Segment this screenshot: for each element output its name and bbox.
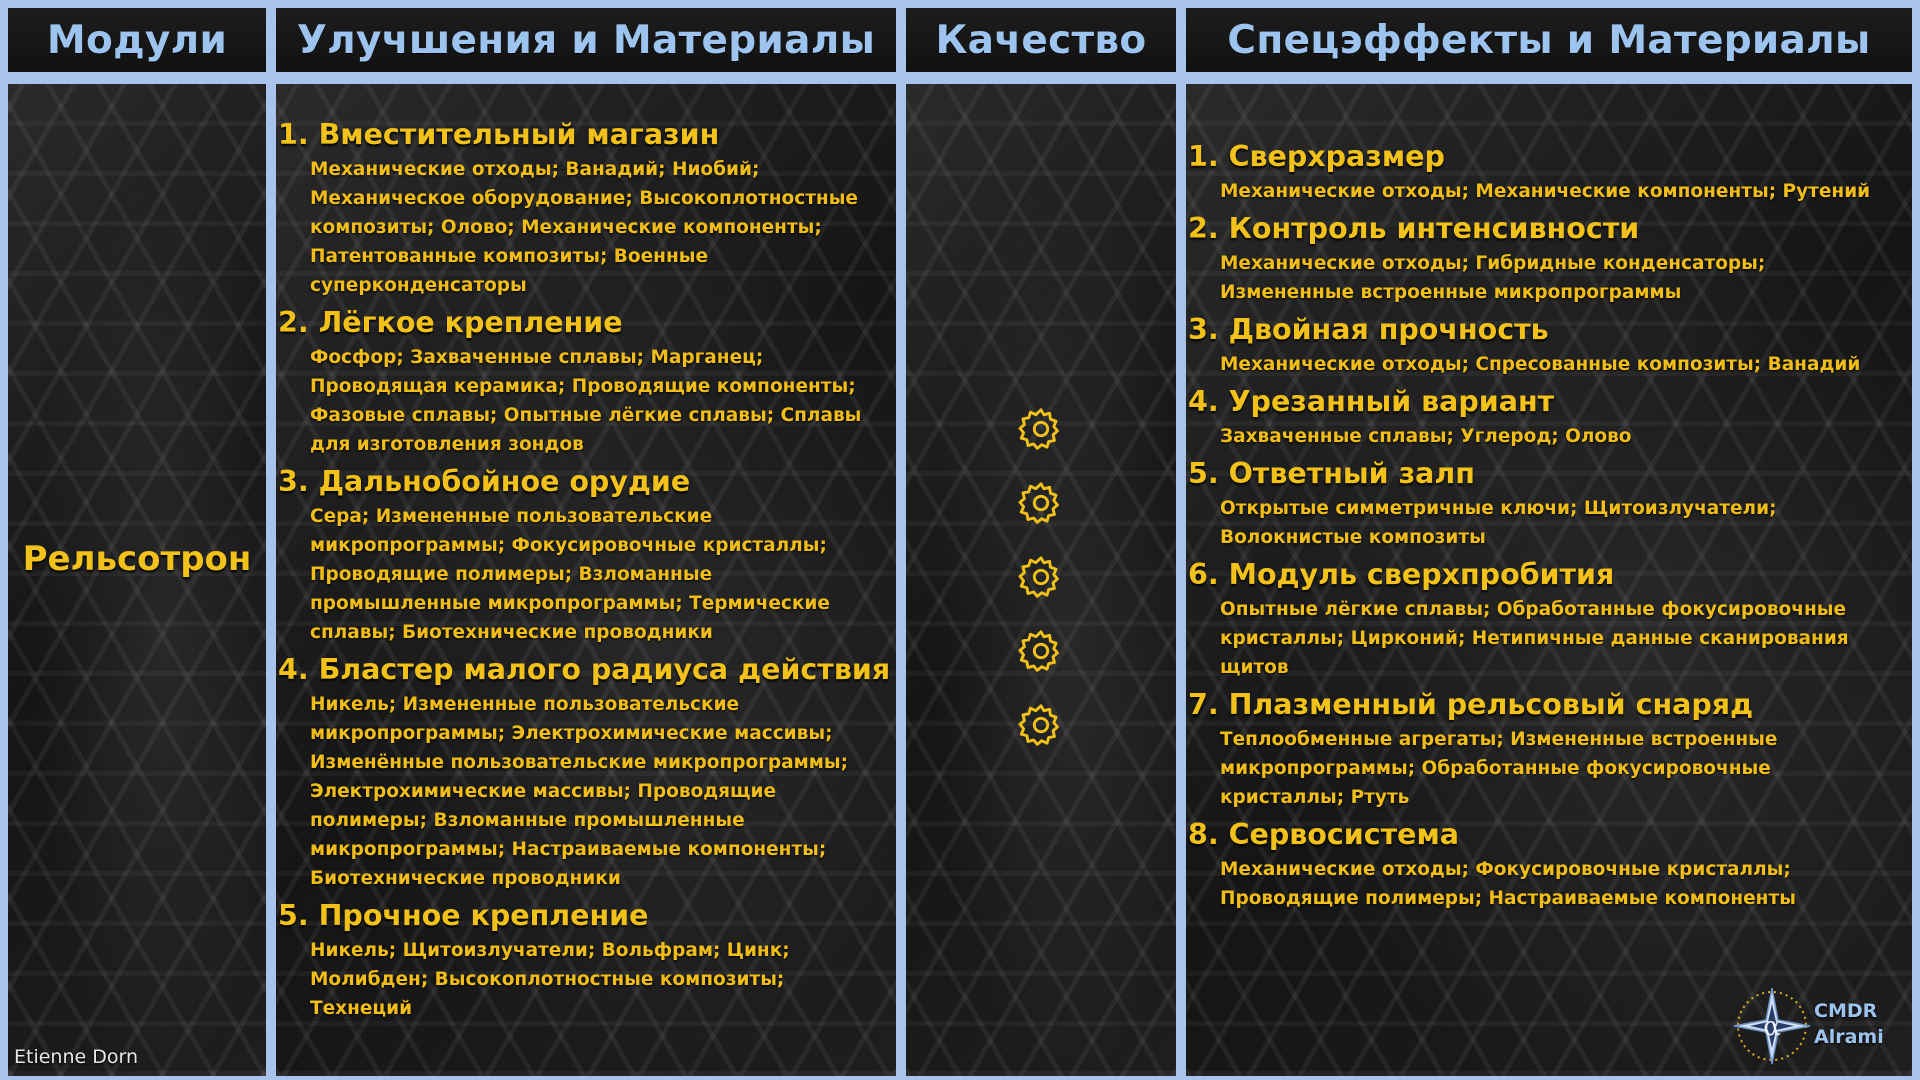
alpha-symbol: α <box>1763 1012 1781 1042</box>
author-credit: Etienne Dorn <box>14 1046 139 1068</box>
effect-item <box>1186 140 1912 206</box>
effects-column <box>1186 84 1912 1076</box>
effect-item <box>1186 457 1912 552</box>
effect-title: 7. Плазменный рельсовый снаряд <box>1188 688 1754 721</box>
cmdr-logo <box>1732 986 1902 1066</box>
effect-item <box>1186 313 1912 379</box>
upgrade-title: 1. Вместительный магазин <box>278 118 720 151</box>
effect-title: 5. Ответный залп <box>1188 457 1475 490</box>
upgrade-materials: Сера; Измененные пользовательские микропрограммы; Фокусировочные кристаллы; Проводящие полимеры; Взломанные промышленные микропрограммы; Термические сплавы; Биотехнические проводники <box>310 506 830 643</box>
upgrade-materials: Механические отходы; Ванадий; Ниобий; Механическое оборудование; Высокоплотностные композиты; Олово; Механические компоненты; Патентованные композиты; Военные суперконденсаторы <box>310 159 858 296</box>
upgrade-materials: Никель; Щитоизлучатели; Вольфрам; Цинк; Молибден; Высокоплотностные композиты; Технеций <box>310 940 790 1019</box>
gear-icon <box>1018 406 1064 452</box>
header-upgrades: Улучшения и Материалы <box>276 8 896 72</box>
effect-title: 2. Контроль интенсивности <box>1188 212 1640 245</box>
header-quality: Качество <box>906 8 1176 72</box>
upgrades-list <box>276 118 896 1029</box>
upgrade-item <box>276 118 896 300</box>
effect-materials: Опытные лёгкие сплавы; Обработанные фокусировочные кристаллы; Цирконий; Нетипичные данные сканирования щитов <box>1220 599 1849 678</box>
effect-item <box>1186 688 1912 812</box>
quality-column <box>906 84 1176 1076</box>
upgrade-item <box>276 465 896 647</box>
effect-item <box>1186 212 1912 307</box>
effects-list <box>1186 140 1912 919</box>
gear-icon <box>1018 480 1064 526</box>
effect-item <box>1186 818 1912 913</box>
effect-title: 6. Модуль сверхпробития <box>1188 558 1615 591</box>
effect-title: 1. Сверхразмер <box>1188 140 1445 173</box>
effect-materials: Механические отходы; Гибридные конденсаторы; Измененные встроенные микропрограммы <box>1220 253 1766 303</box>
module-name: Рельсотрон <box>22 539 252 579</box>
effect-materials: Механические отходы; Механические компоненты; Рутений <box>1220 181 1871 202</box>
logo-line-1: CMDR <box>1814 1000 1878 1022</box>
effect-materials: Теплообменные агрегаты; Измененные встроенные микропрограммы; Обработанные фокусировочные кристаллы; Ртуть <box>1220 729 1778 808</box>
header-modules: Модули <box>8 8 266 72</box>
modules-column <box>8 84 266 1076</box>
logo-line-2: Alrami <box>1814 1026 1884 1048</box>
effect-materials: Механические отходы; Фокусировочные кристаллы; Проводящие полимеры; Настраиваемые компоненты <box>1220 859 1796 909</box>
upgrade-item <box>276 653 896 893</box>
gear-icon <box>1018 628 1064 674</box>
upgrade-materials: Фосфор; Захваченные сплавы; Марганец; Проводящая керамика; Проводящие компоненты; Фазовые сплавы; Опытные лёгкие сплавы; Сплавы для изготовления зондов <box>310 347 862 455</box>
upgrade-materials: Никель; Измененные пользовательские микропрограммы; Электрохимические массивы; Изменённые пользовательские микропрограммы; Электрохимические массивы; Проводящие полимеры; Взломанные промышленные микропрограммы; Настраиваемые компоненты; Биотехнические проводники <box>310 694 848 889</box>
effect-item <box>1186 558 1912 682</box>
effect-title: 3. Двойная прочность <box>1188 313 1549 346</box>
effect-materials: Открытые симметричные ключи; Щитоизлучатели; Волокнистые композиты <box>1220 498 1777 548</box>
effect-title: 4. Урезанный вариант <box>1188 385 1555 418</box>
effect-materials: Механические отходы; Спресованные композиты; Ванадий <box>1220 354 1861 375</box>
upgrade-title: 4. Бластер малого радиуса действия <box>278 653 891 686</box>
upgrades-column <box>276 84 896 1076</box>
upgrade-title: 3. Дальнобойное орудие <box>278 465 691 498</box>
effect-item <box>1186 385 1912 451</box>
compass-star-icon <box>1732 986 1812 1066</box>
logo-text <box>1814 998 1884 1050</box>
effect-materials: Захваченные сплавы; Углерод; Олово <box>1220 426 1632 447</box>
header-effects: Спецэффекты и Материалы <box>1186 8 1912 72</box>
gear-icon <box>1018 702 1064 748</box>
upgrade-title: 2. Лёгкое крепление <box>278 306 623 339</box>
upgrade-item <box>276 899 896 1023</box>
upgrade-title: 5. Прочное крепление <box>278 899 649 932</box>
effect-title: 8. Сервосистема <box>1188 818 1459 851</box>
upgrade-item <box>276 306 896 459</box>
gear-icon <box>1018 554 1064 600</box>
